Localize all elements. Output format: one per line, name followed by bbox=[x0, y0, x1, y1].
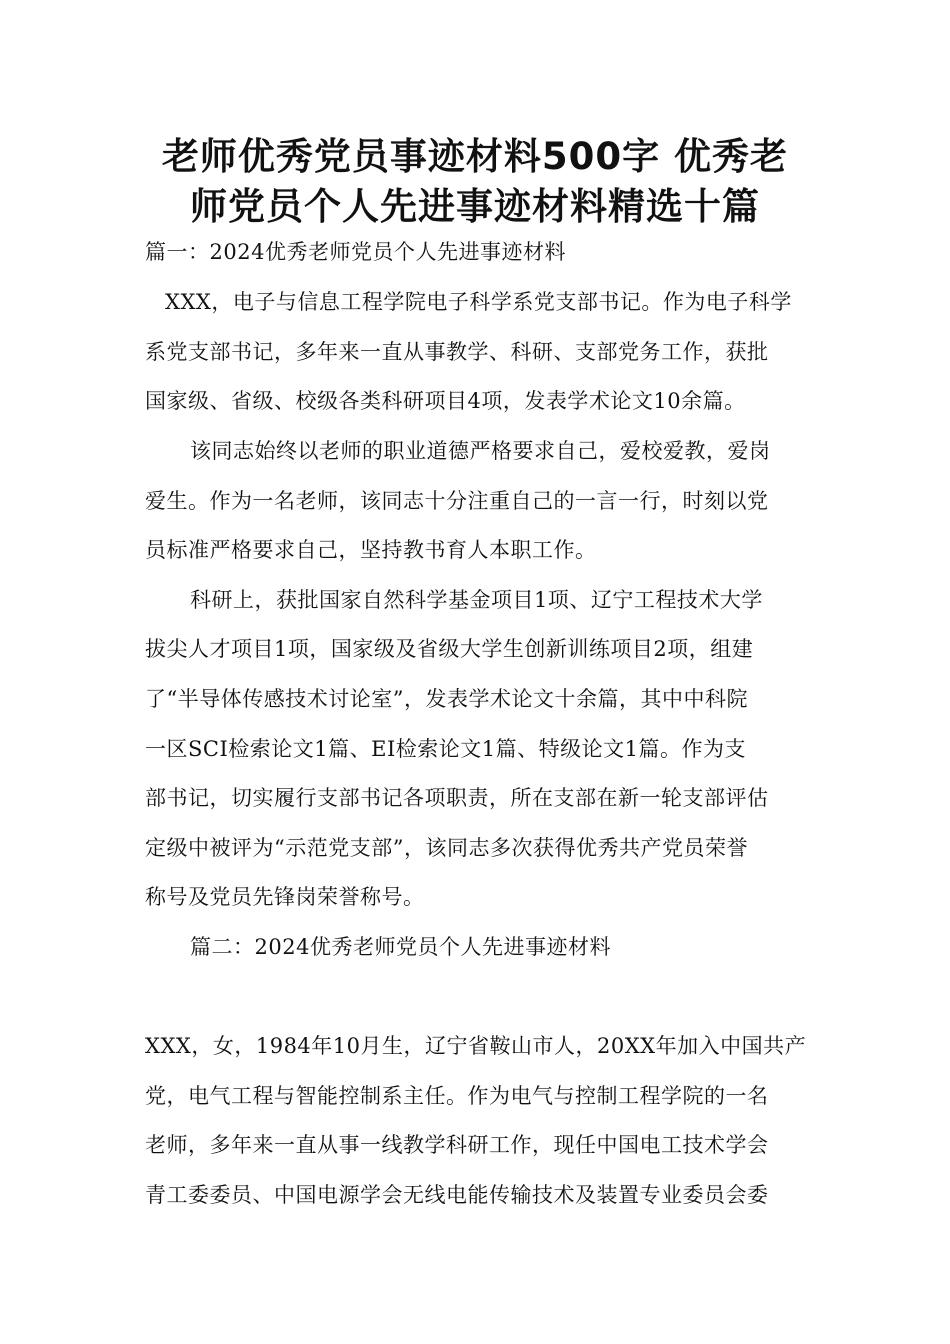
paragraph-line: XXX，电子与信息工程学院电子科学系党支部书记。作为电子科学 bbox=[165, 290, 792, 314]
document-title-line-1: 老师优秀党员事迹材料500字 优秀老 bbox=[161, 135, 789, 178]
paragraph-line: 该同志始终以老师的职业道德严格要求自己，爱校爱教，爱岗 bbox=[190, 439, 771, 463]
section-heading-2: 篇二：2024优秀老师党员个人先进事迹材料 bbox=[190, 935, 611, 959]
paragraph-line: 青工委委员、中国电源学会无线电能传输技术及装置专业委员会委 bbox=[145, 1183, 769, 1207]
paragraph-line: XXX，女，1984年10月生，辽宁省鞍山市人，20XX年加入中国共产 bbox=[145, 1034, 807, 1058]
paragraph-line: 称号及党员先锋岗荣誉称号。 bbox=[145, 885, 425, 909]
paragraph-line: 系党支部书记，多年来一直从事教学、科研、支部党务工作，获批 bbox=[145, 340, 769, 364]
paragraph-line: 部书记，切实履行支部书记各项职责，所在支部在新一轮支部评估 bbox=[145, 786, 769, 810]
document-title-line-2: 师党员个人先进事迹材料精选十篇 bbox=[190, 185, 760, 228]
paragraph-line: 科研上，获批国家自然科学基金项目1项、辽宁工程技术大学 bbox=[190, 588, 763, 612]
paragraph-line: 了“半导体传感技术讨论室”，发表学术论文十余篇，其中中科院 bbox=[145, 687, 748, 711]
paragraph-line: 一区SCI检索论文1篇、EI检索论文1篇、特级论文1篇。作为支 bbox=[145, 737, 746, 761]
paragraph-line: 国家级、省级、校级各类科研项目4项，发表学术论文10余篇。 bbox=[145, 389, 746, 413]
paragraph-line: 老师，多年来一直从事一线教学科研工作，现任中国电工技术学会 bbox=[145, 1133, 769, 1157]
paragraph-line: 拔尖人才项目1项，国家级及省级大学生创新训练项目2项，组建 bbox=[145, 637, 754, 661]
paragraph-line: 员标准严格要求自己，坚持教书育人本职工作。 bbox=[145, 538, 597, 562]
paragraph-line: 爱生。作为一名老师，该同志十分注重自己的一言一行，时刻以党 bbox=[145, 489, 769, 513]
paragraph-line: 定级中被评为“示范党支部”，该同志多次获得优秀共产党员荣誉 bbox=[145, 836, 748, 860]
section-heading-1: 篇一：2024优秀老师党员个人先进事迹材料 bbox=[145, 240, 566, 264]
paragraph-line: 党，电气工程与智能控制系主任。作为电气与控制工程学院的一名 bbox=[145, 1084, 769, 1108]
